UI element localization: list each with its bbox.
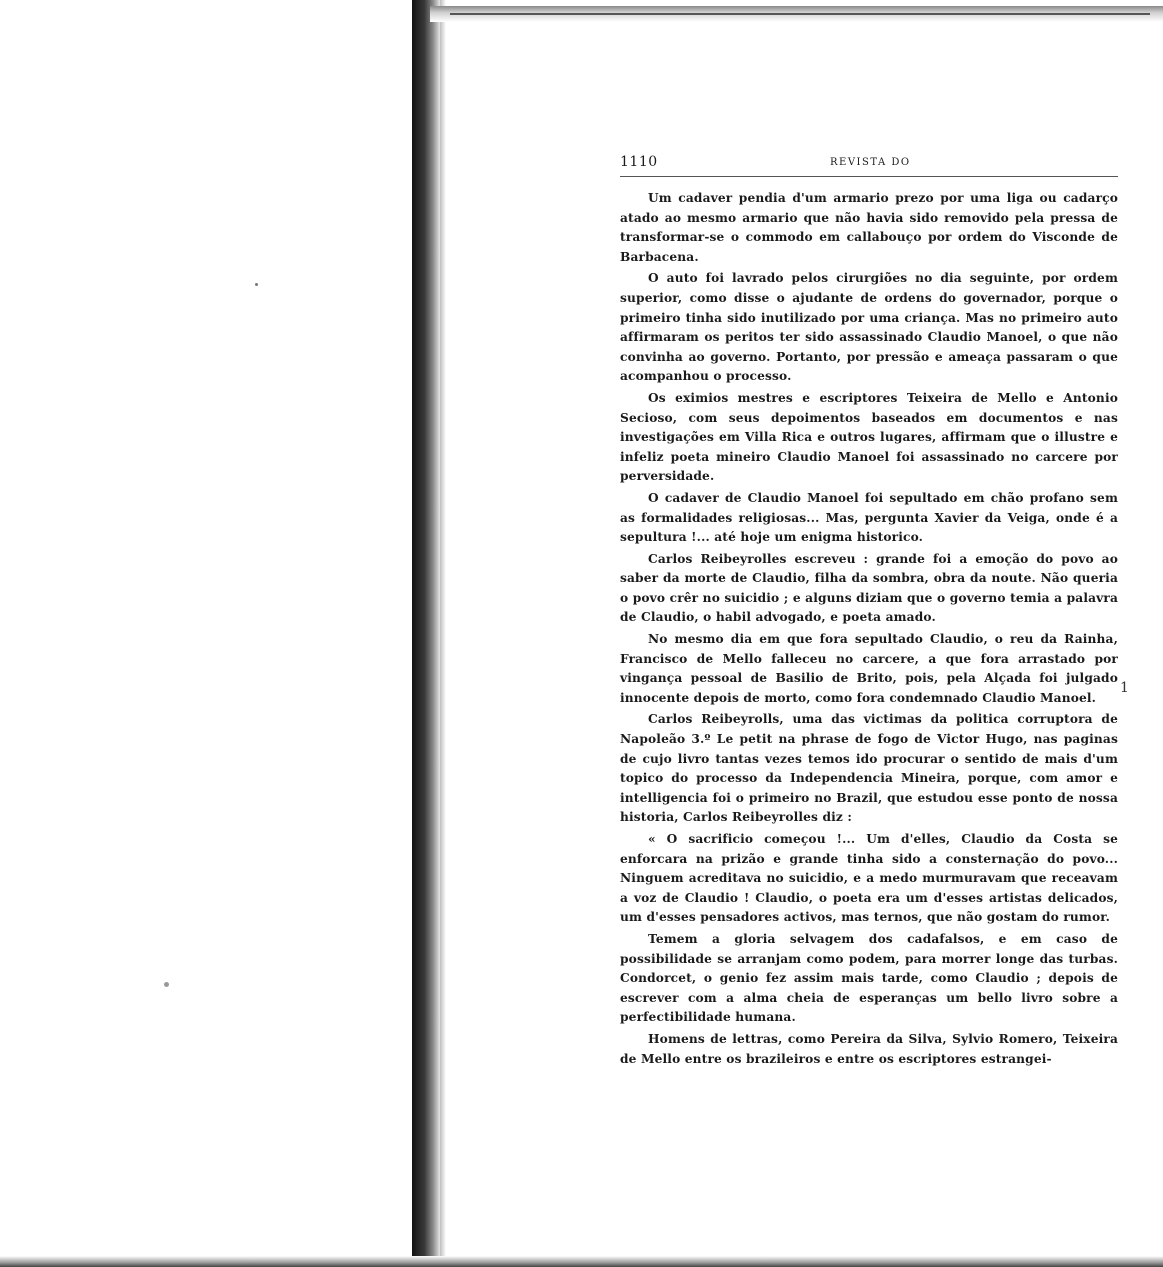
- page-header: [620, 150, 1118, 177]
- margin-mark: 1: [1120, 680, 1129, 696]
- paragraph: Um cadaver pendia d'um armario prezo por uma liga ou cadarço atado ao mesmo armario que não havia sido removido pela pressa de transformar-se o commodo em callabouço por ordem do Visconde de Barbacena.: [620, 191, 1118, 264]
- running-head: REVISTA DO: [830, 157, 911, 168]
- paragraph: Temem a gloria selvagem dos cadafalsos, e em caso de possibilidade se arranjam como podem, para morrer longe das turbas. Condorcet, o genio fez assim mais tarde, como Claudio ; depois de escrever com a alma cheia de esperanças um bello livro sobre a perfectibilidade humana.: [620, 931, 1118, 1025]
- page-top-line: [450, 13, 1150, 15]
- paragraph: Carlos Reibeyrolls, uma das victimas da politica corruptora de Napoleão 3.º Le petit na phrase de fogo de Victor Hugo, nas paginas de cujo livro tantas vezes temos ido procurar o sentido de mais d'um topico do processo da Independencia Mineira, porque, com amor e intelligencia foi o primeiro no Brazil, que estudou esse ponto de nossa historia, Carlos Reibeyrolles diz :: [620, 712, 1118, 825]
- paragraph: O cadaver de Claudio Manoel foi sepultado em chão profano sem as formalidades religiosas... Mas, pergunta Xavier da Veiga, onde é a sepultura !... até hoje um enigma historico.: [620, 490, 1118, 545]
- book-binding-shadow: [412, 0, 440, 1267]
- page-bottom-edge: [0, 1256, 1163, 1267]
- scan-speck: [164, 982, 169, 987]
- scan-speck: [255, 283, 258, 286]
- binding-edge: [440, 0, 446, 1267]
- page-content: [620, 150, 1118, 1071]
- paragraph: Os eximios mestres e escriptores Teixeira de Mello e Antonio Secioso, com seus depoimentos baseados em documentos e nas investigações em Villa Rica e outros lugares, affirmam que o illustre e infeliz poeta mineiro Claudio Manoel foi assassinado no carcere por perversidade.: [620, 390, 1118, 484]
- page-number: 1110: [620, 154, 658, 170]
- paragraph: Carlos Reibeyrolles escreveu : grande foi a emoção do povo ao saber da morte de Claudio, filha da sombra, obra da noute. Não queria o povo crêr no suicidio ; e alguns diziam que o governo temia a palavra de Claudio, o habil advogado, e poeta amado.: [620, 551, 1118, 625]
- paragraph: No mesmo dia em que fora sepultado Claudio, o reu da Rainha, Francisco de Mello falleceu no carcere, a que fora arrastado por vingança pessoal de Basilio de Brito, pois, pela Alçada foi julgado innocente depois de morto, como fora condemnado Claudio Manoel.: [620, 632, 1118, 705]
- paragraph: O auto foi lavrado pelos cirurgiões no dia seguinte, por ordem superior, como disse o ajudante de ordens do governador, porque o primeiro tinha sido inutilizado por uma criança. Mas no primeiro auto affirmaram os peritos ter sido assassinado Claudio Manoel, o que não convinha ao governo. Portanto, por pressão e ameaça passaram o que acompanhou o processo.: [620, 271, 1118, 384]
- paragraph: Homens de lettras, como Pereira da Silva, Sylvio Romero, Teixeira de Mello entre os brazileiros e entre os escriptores estrangei-: [620, 1031, 1118, 1066]
- body-text: [620, 189, 1118, 1069]
- paragraph: « O sacrificio começou !... Um d'elles, Claudio da Costa se enforcara na prizão e grande tinha sido a consternação do povo... Ninguem acreditava no suicidio, e a medo murmuravam que receavam a voz de Claudio ! Claudio, o poeta era um d'esses artistas delicados, um d'esses pensadores activos, mas ternos, que não gostam do rumor.: [620, 832, 1118, 925]
